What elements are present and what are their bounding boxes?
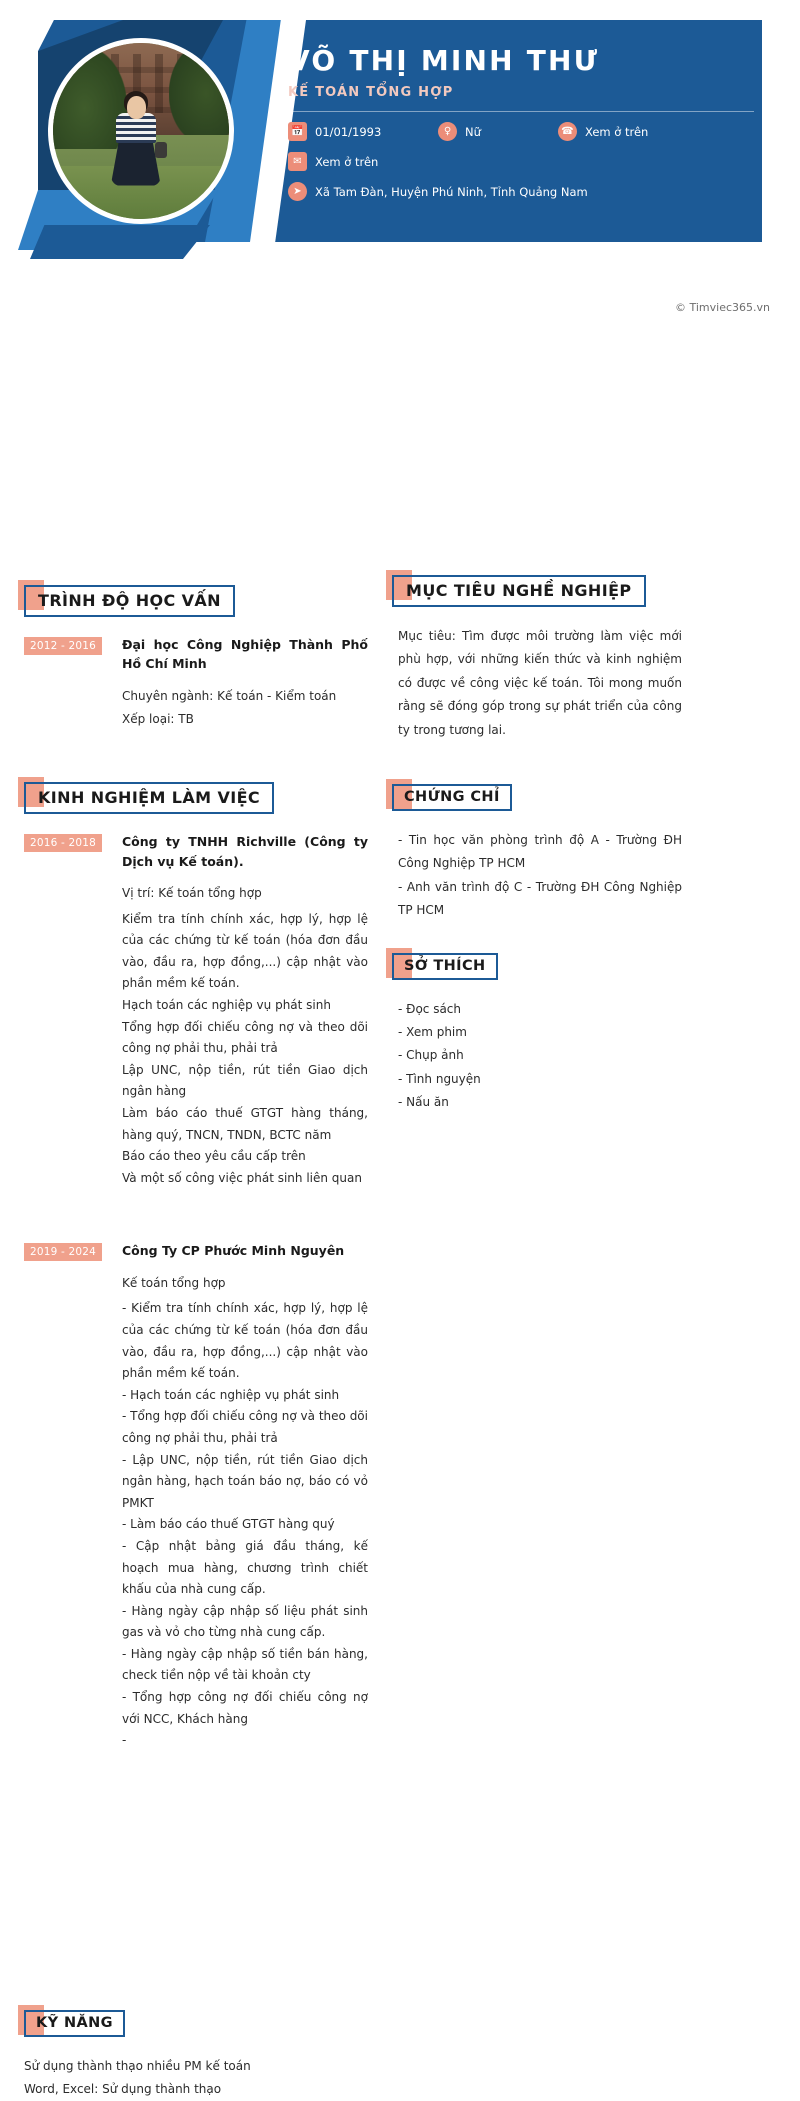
header-tail-shape-dark bbox=[30, 225, 210, 259]
contact-row bbox=[288, 182, 758, 201]
experience-company: Công ty TNHH Richville (Công ty Dịch vụ Kế toán). bbox=[122, 834, 368, 869]
skill-line: Sử dụng thành thạo nhiều PM kế toán bbox=[24, 2059, 251, 2073]
gender-icon: ♀ bbox=[438, 122, 457, 141]
photo-tree-right bbox=[169, 43, 229, 135]
contact-birthdate bbox=[288, 122, 438, 141]
contact-gender bbox=[438, 122, 558, 141]
spacer bbox=[392, 923, 682, 953]
interest-item: - Xem phim bbox=[398, 1024, 467, 1039]
interests-list bbox=[392, 998, 682, 1115]
photo-person-head bbox=[127, 96, 146, 119]
email-icon: ✉ bbox=[288, 152, 307, 171]
section-education-header bbox=[24, 585, 368, 617]
contact-phone-value: Xem ở trên bbox=[585, 124, 649, 139]
experience-bullet: Hạch toán các nghiệp vụ phát sinh bbox=[122, 998, 331, 1013]
certificate-item: - Anh văn trình độ C - Trường ĐH Công Nghiệp TP HCM bbox=[398, 879, 682, 918]
contact-email bbox=[288, 152, 378, 171]
experience-bullet: - Làm báo cáo thuế GTGT hàng quý bbox=[122, 1517, 335, 1532]
candidate-name: VÕ THỊ MINH THƯ bbox=[288, 44, 600, 77]
candidate-role: KẾ TOÁN TỔNG HỢP bbox=[288, 85, 454, 100]
experience-entry bbox=[24, 832, 368, 1189]
calendar-icon: 📅 bbox=[288, 122, 307, 141]
education-rank: Xếp loại: TB bbox=[122, 712, 194, 727]
education-entry bbox=[24, 635, 368, 730]
contact-address bbox=[288, 182, 588, 201]
experience-bullets bbox=[122, 909, 368, 1190]
experience-bullets bbox=[122, 1298, 368, 1751]
section-skills-header bbox=[24, 2010, 444, 2037]
section-experience-header bbox=[24, 782, 368, 814]
interest-item: - Nấu ăn bbox=[398, 1095, 449, 1110]
interest-item: - Đọc sách bbox=[398, 1001, 462, 1016]
experience-bullet: - Kiểm tra tính chính xác, hợp lý, hợp lệ của các chứng từ kế toán (hóa đơn đầu vào, đầu ra, hợp đồng,...) cập nhật vào phần mềm kế toán. bbox=[122, 1301, 368, 1381]
photo-person-skirt bbox=[111, 142, 161, 186]
header-text-block bbox=[288, 44, 758, 212]
education-entry-body bbox=[122, 635, 368, 730]
section-title-education: TRÌNH ĐỘ HỌC VẤN bbox=[24, 585, 235, 617]
section-objective-header bbox=[392, 575, 682, 607]
spacer bbox=[24, 1211, 368, 1241]
phone-icon: ☎ bbox=[558, 122, 577, 141]
experience-entry bbox=[24, 1241, 368, 1751]
photo-person-bag bbox=[155, 142, 167, 158]
interest-item: - Chụp ảnh bbox=[398, 1048, 464, 1063]
experience-bullet: Lập UNC, nộp tiền, rút tiền Giao dịch ngân hàng bbox=[122, 1062, 368, 1099]
location-icon: ➤ bbox=[288, 182, 307, 201]
section-title-experience: KINH NGHIỆM LÀM VIỆC bbox=[24, 782, 274, 814]
contact-birthdate-value: 01/01/1993 bbox=[315, 124, 382, 139]
contact-email-value: Xem ở trên bbox=[315, 154, 379, 169]
experience-bullet: - Hàng ngày cập nhập số liệu phát sinh gas và vỏ cho từng nhà cung cấp. bbox=[122, 1603, 368, 1640]
education-years: 2012 - 2016 bbox=[24, 637, 102, 655]
experience-position: Vị trí: Kế toán tổng hợp bbox=[122, 886, 262, 901]
experience-years: 2016 - 2018 bbox=[24, 834, 102, 852]
experience-bullet: Kiểm tra tính chính xác, hợp lý, hợp lệ của các chứng từ kế toán (hóa đơn đầu vào, đầu ra, hợp đồng,...) cập nhật vào phần mềm kế toán. bbox=[122, 911, 368, 991]
skills-section bbox=[24, 2010, 444, 2101]
experience-entry-body bbox=[122, 1241, 368, 1751]
education-school: Đại học Công Nghiệp Thành Phố Hồ Chí Minh bbox=[122, 637, 368, 672]
contact-row bbox=[288, 122, 758, 141]
section-title-interests: SỞ THÍCH bbox=[392, 953, 498, 980]
footer-watermark: © Timviec365.vn bbox=[674, 301, 770, 314]
contact-gender-value: Nữ bbox=[465, 124, 481, 139]
experience-bullet: - Cập nhật bảng giá đầu tháng, kế hoạch mua hàng, chương trình chiết khấu của nhà cung cấp. bbox=[122, 1538, 368, 1597]
contact-list bbox=[288, 122, 758, 201]
experience-bullet: Tổng hợp đối chiếu công nợ và theo dõi công nợ phải thu, phải trả bbox=[122, 1019, 368, 1056]
section-title-skills: KỸ NĂNG bbox=[24, 2010, 125, 2037]
contact-address-value: Xã Tam Đàn, Huyện Phú Ninh, Tỉnh Quảng Nam bbox=[315, 184, 588, 199]
section-interests-header bbox=[392, 953, 682, 980]
experience-bullet: - Lập UNC, nộp tiền, rút tiền Giao dịch ngân hàng, hạch toán báo nợ, báo có vỏ PMKT bbox=[122, 1452, 368, 1510]
experience-bullet: - Hàng ngày cập nhập số tiền bán hàng, check tiền nộp về tài khoản cty bbox=[122, 1646, 368, 1683]
experience-entry-body bbox=[122, 832, 368, 1189]
spacer bbox=[24, 752, 368, 782]
experience-bullet: Báo cáo theo yêu cầu cấp trên bbox=[122, 1149, 306, 1164]
right-column bbox=[392, 575, 682, 1114]
experience-bullet: - Tổng hợp công nợ đối chiếu công nợ với NCC, Khách hàng bbox=[122, 1690, 368, 1726]
education-major: Chuyên ngành: Kế toán - Kiểm toán bbox=[122, 688, 337, 703]
section-title-certificates: CHỨNG CHỈ bbox=[392, 784, 512, 811]
certificates-list bbox=[392, 829, 682, 923]
skill-line: Word, Excel: Sử dụng thành thạo bbox=[24, 2081, 222, 2096]
experience-bullet: - bbox=[122, 1733, 127, 1748]
interest-item: - Tình nguyện bbox=[398, 1071, 481, 1086]
header-divider bbox=[288, 111, 754, 112]
spacer bbox=[392, 742, 682, 784]
left-column bbox=[24, 585, 368, 1774]
contact-phone bbox=[558, 122, 648, 141]
objective-text: Mục tiêu: Tìm được môi trường làm việc mới phù hợp, với những kiến thức và kinh nghiệm có được về công việc kế toán. Tôi mong muốn rằng sẽ đóng góp trong sự phát triển của công ty trong tương lai. bbox=[398, 629, 682, 737]
certificate-item: - Tin học văn phòng trình độ A - Trường ĐH Công Nghiệp TP HCM bbox=[398, 832, 682, 871]
section-title-objective: MỤC TIÊU NGHỀ NGHIỆP bbox=[392, 575, 646, 607]
experience-bullet: - Hạch toán các nghiệp vụ phát sinh bbox=[122, 1387, 340, 1402]
avatar bbox=[48, 38, 234, 224]
cv-body bbox=[0, 290, 800, 2096]
section-certificates-header bbox=[392, 784, 682, 811]
avatar-photo bbox=[53, 43, 229, 219]
experience-bullet: Và một số công việc phát sinh liên quan bbox=[122, 1170, 362, 1185]
experience-position: Kế toán tổng hợp bbox=[122, 1275, 226, 1290]
experience-bullet: Làm báo cáo thuế GTGT hàng tháng, hàng quý, TNCN, TNDN, BCTC năm bbox=[122, 1106, 368, 1142]
experience-bullet: - Tổng hợp đối chiếu công nợ và theo dõi công nợ phải thu, phải trả bbox=[122, 1409, 368, 1445]
experience-years: 2019 - 2024 bbox=[24, 1243, 102, 1261]
experience-company: Công Ty CP Phước Minh Nguyên bbox=[122, 1243, 345, 1259]
cv-header bbox=[0, 0, 800, 290]
contact-row bbox=[288, 152, 758, 171]
